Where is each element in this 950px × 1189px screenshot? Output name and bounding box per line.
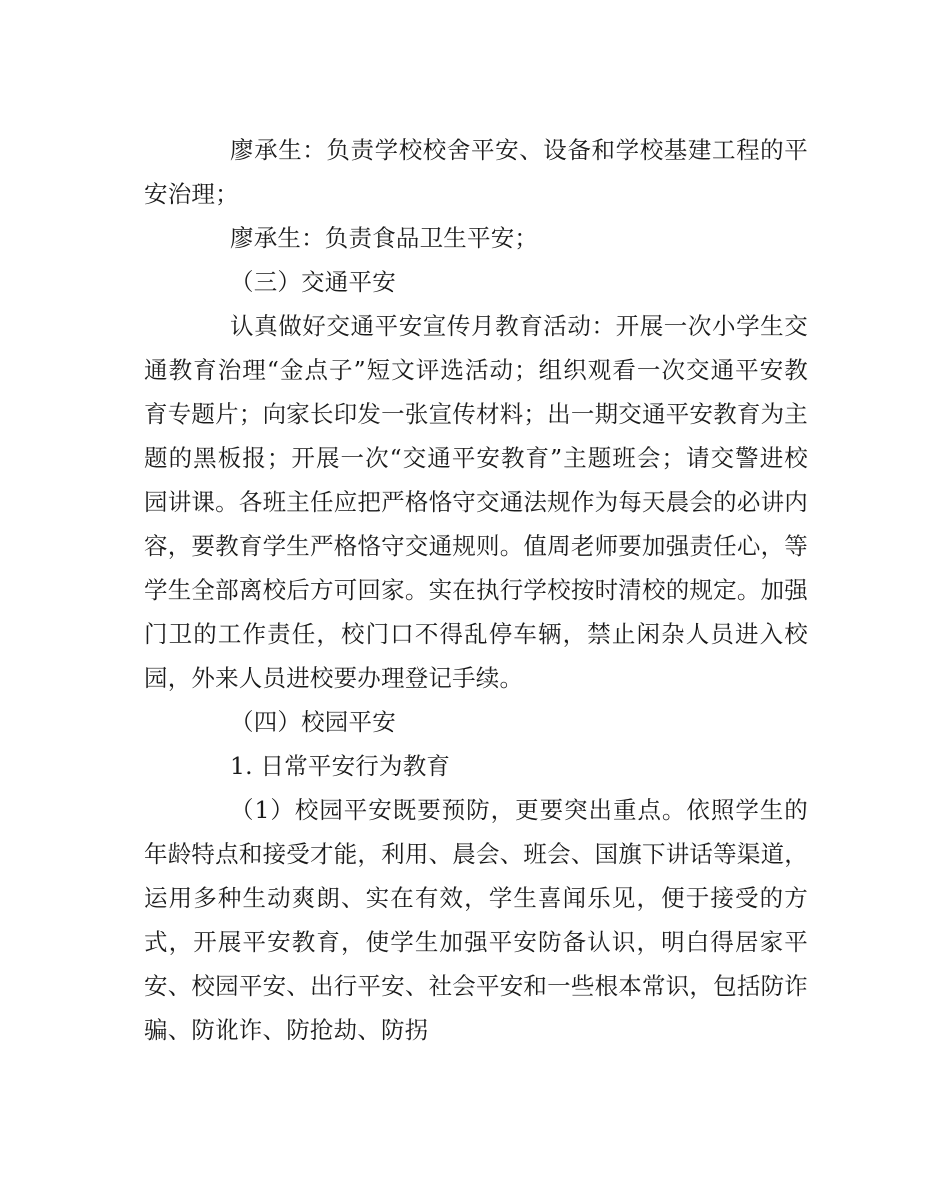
section-heading-traffic: （三）交通平安: [230, 268, 396, 296]
paragraph-campus-safety: （1）校园平安既要预防，更要突出重点。依照学生的年龄特点和接受才能，利用、晨会、班会、国旗下讲话等渠道，运用多种生动爽朗、实在有效，学生喜闻乐见，便于接受的方式，开展平安教育，使学生加强平安防备认识，明白得居家平安、校园平安、出行平安、社会平安和一些根本常识，包括防诈骗、防讹诈、防抢劫、防拐: [144, 796, 808, 1044]
subheading-daily-safety: 1. 日常平安行为教育: [230, 752, 451, 780]
document-body: [144, 128, 808, 1052]
paragraph-duty-facilities: 廖承生：负责学校校舍平安、设备和学校基建工程的平安治理；: [144, 136, 808, 208]
paragraph-duty-food: 廖承生：负责食品卫生平安；: [230, 224, 539, 252]
paragraph-traffic-safety: 认真做好交通平安宣传月教育活动：开展一次小学生交通教育治理“金点子”短文评选活动；组织观看一次交通平安教育专题片；向家长印发一张宣传材料；出一期交通平安教育为主题的黑板报；开展一次“交通平安教育”主题班会；请交警进校园讲课。各班主任应把严格恪守交通法规作为每天晨会的必讲内容，要教育学生严格恪守交通规则。值周老师要加强责任心，等学生全部离校后方可回家。实在执行学校按时清校的规定。加强门卫的工作责任，校门口不得乱停车辆，禁止闲杂人员进入校园，外来人员进校要办理登记手续。: [144, 312, 808, 692]
section-heading-campus: （四）校园平安: [230, 708, 396, 736]
